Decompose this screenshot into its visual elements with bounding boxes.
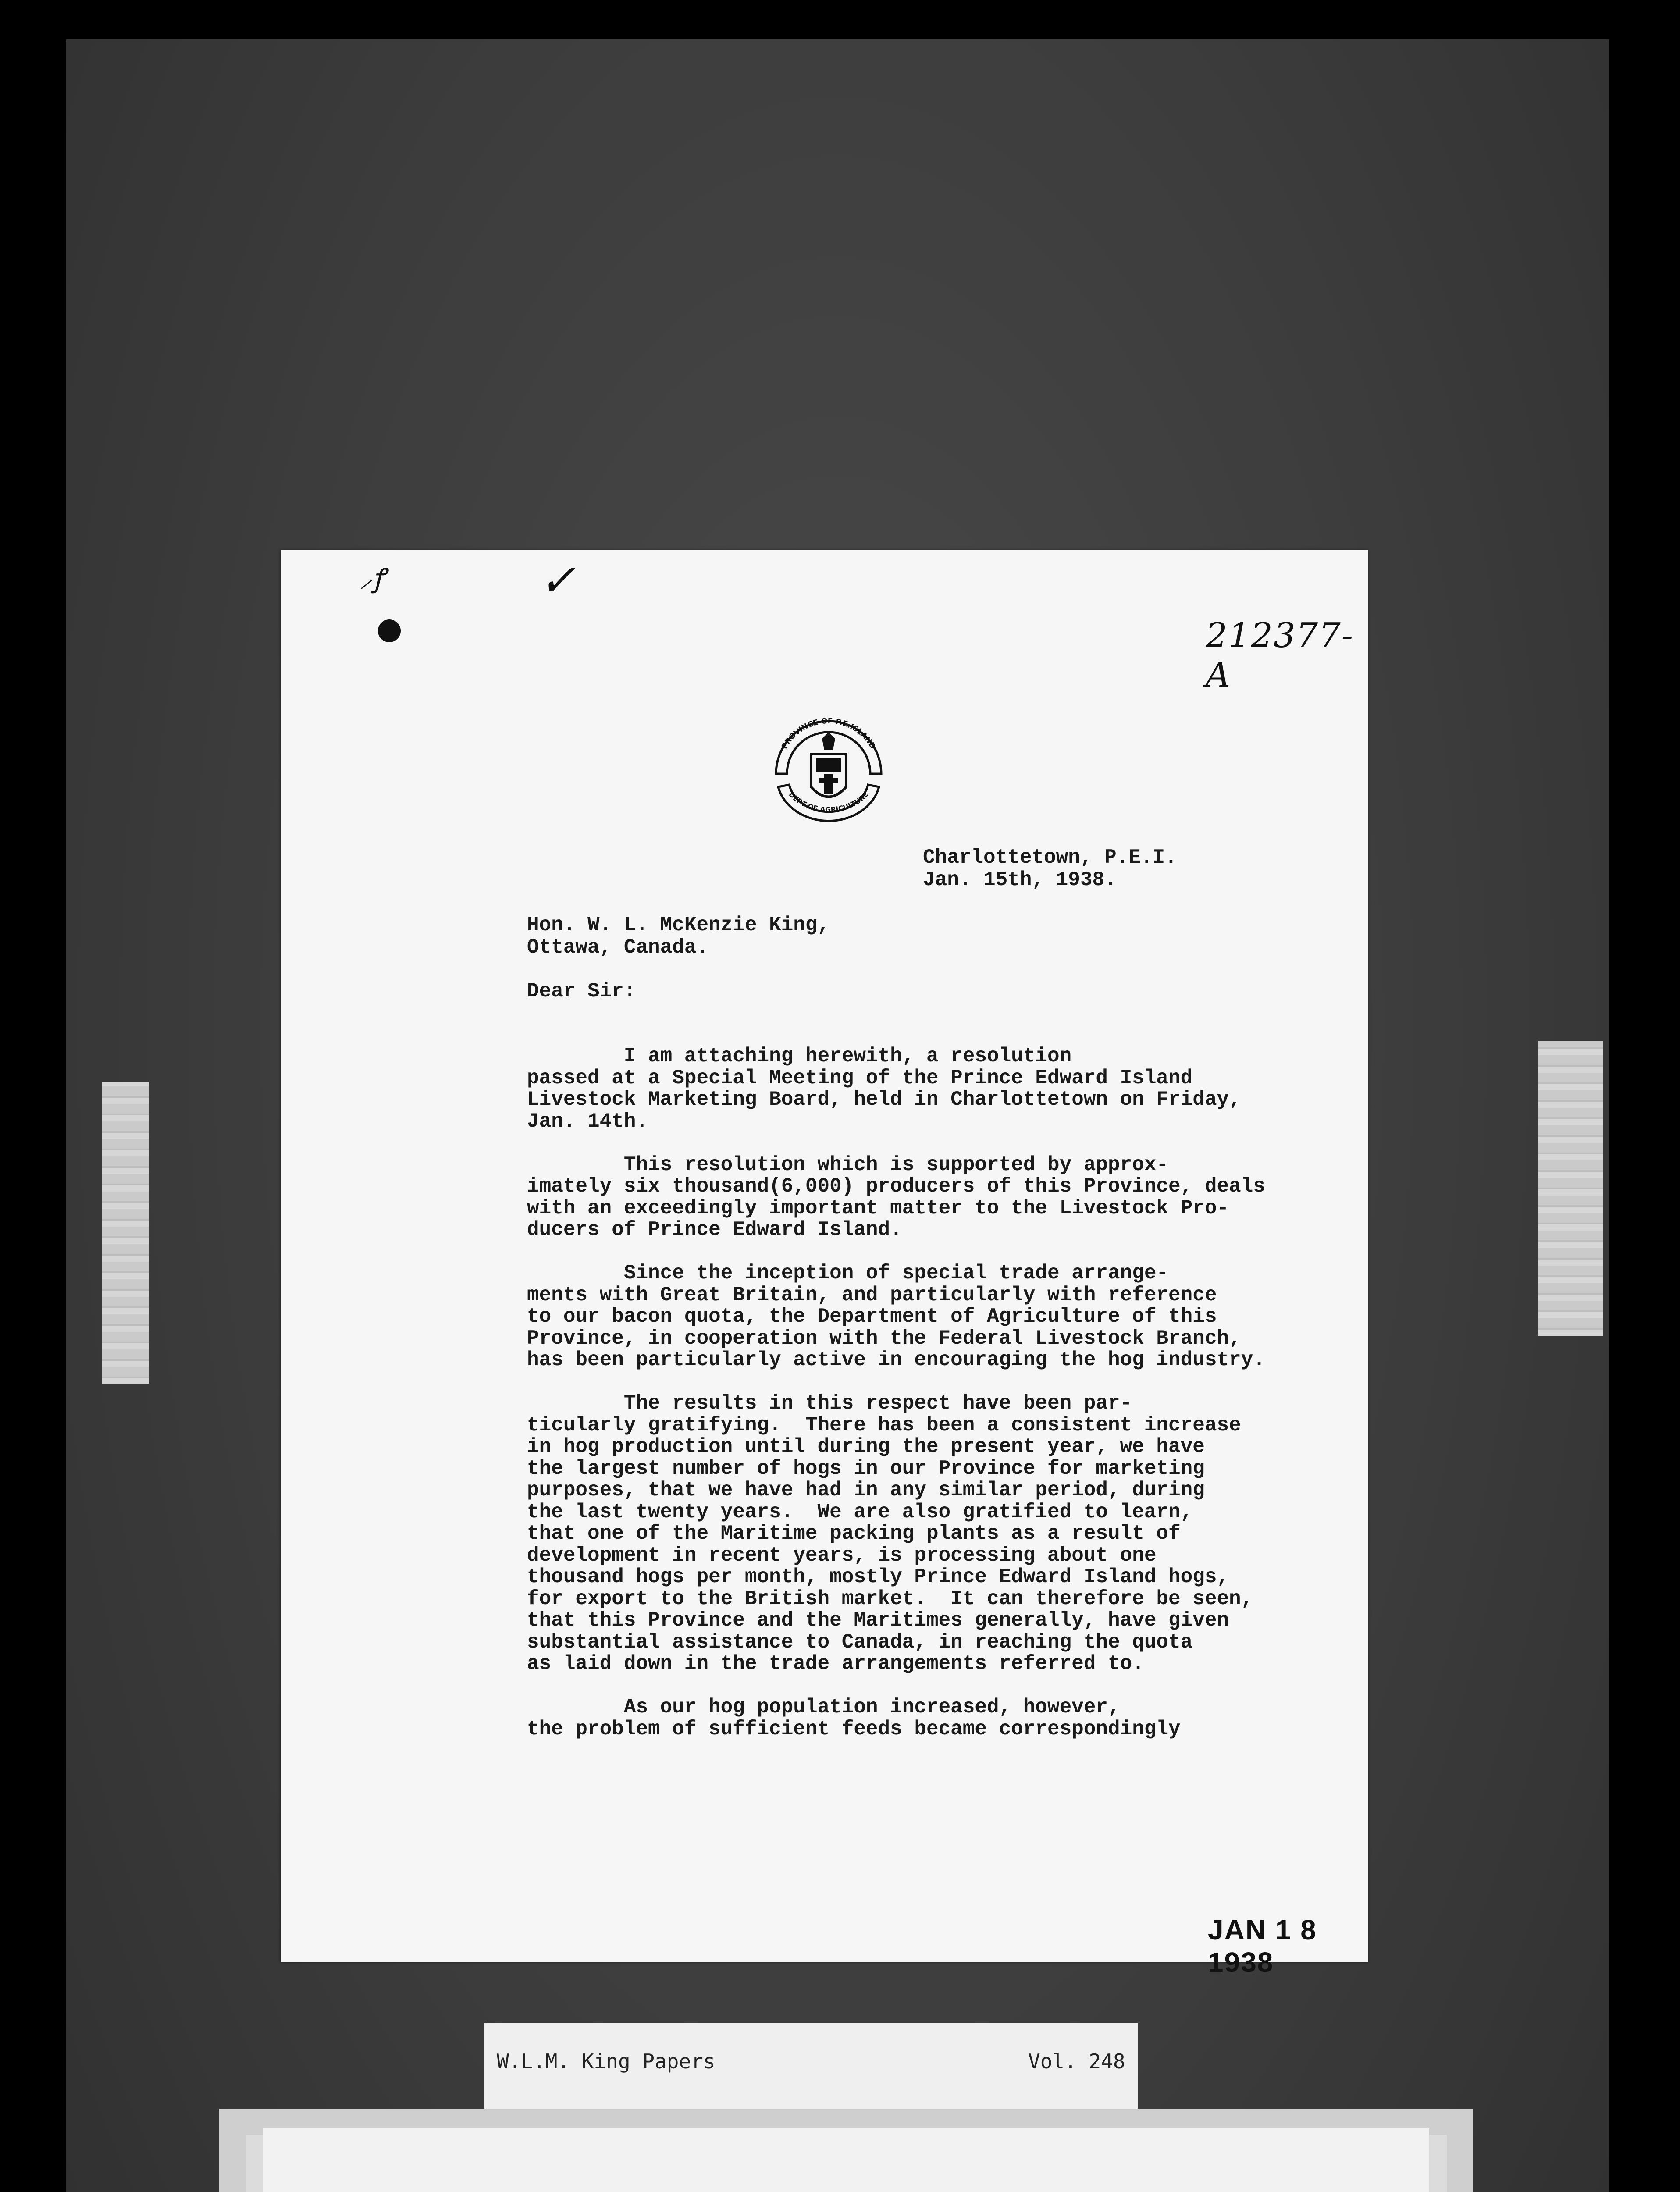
letter-body-line: As our hog population increased, however,	[527, 1696, 1120, 1719]
letter-body-line: development in recent years, is processing about one	[527, 1544, 1157, 1567]
salutation: Dear Sir:	[527, 980, 636, 1003]
letter-body-line	[527, 1241, 1265, 1263]
letter-body-line: substantial assistance to Canada, in reaching the quota	[527, 1630, 1193, 1654]
letter-body-line	[527, 1132, 1265, 1154]
punch-hole	[378, 619, 401, 642]
letter-body-line: in hog production until during the present year, we have	[527, 1435, 1205, 1458]
letter-body-line: the last twenty years. We are also gratified to learn,	[527, 1500, 1193, 1523]
collection-volume: Vol. 248	[1028, 2050, 1125, 2073]
letter-body-line: that this Province and the Maritimes generally, have given	[527, 1609, 1229, 1632]
addressee-name: Hon. W. L. McKenzie King,	[527, 914, 830, 936]
letter-body-line: I am attaching herewith, a resolution	[527, 1045, 1072, 1068]
letter-date: Jan. 15th, 1938.	[923, 868, 1117, 891]
letter-body-line: ticularly gratifying. There has been a consistent increase	[527, 1413, 1241, 1437]
letter-body	[527, 1046, 1265, 1740]
letter-body-line: Livestock Marketing Board, held in Charlottetown on Friday,	[527, 1088, 1241, 1111]
letter-place: Charlottetown, P.E.I.	[923, 846, 1177, 869]
letter-body-line: ducers of Prince Edward Island.	[527, 1218, 902, 1241]
crest-bottom-text: DEPT OF AGRICULTURE	[787, 790, 870, 814]
collection-title: W.L.M. King Papers	[497, 2050, 715, 2073]
collection-label	[484, 2023, 1138, 2113]
handwritten-mark: ⸝ꝭ	[359, 563, 385, 594]
letter-body-line: thousand hogs per month, mostly Prince Edward Island hogs,	[527, 1566, 1229, 1588]
left-tape-strip	[102, 1082, 149, 1384]
letter-page	[281, 550, 1368, 1978]
letter-body-line: the largest number of hogs in our Province for marketing	[527, 1457, 1205, 1480]
letter-body-line: for export to the British market. It can therefore be seen,	[527, 1587, 1253, 1610]
check-mark: ✓	[539, 555, 576, 606]
letter-body-line: that one of the Maritime packing plants as a result of	[527, 1522, 1181, 1545]
crest-top-text: PROVINCE OF P.E.ISLAND	[780, 716, 877, 751]
letter-body-line: Jan. 14th.	[527, 1110, 648, 1133]
letter-body-line: passed at a Special Meeting of the Prince Edward Island	[527, 1066, 1193, 1089]
letter-body-line: to our bacon quota, the Department of Agriculture of this	[527, 1305, 1217, 1328]
letter-body-line: The results in this respect have been par-	[527, 1392, 1132, 1415]
archives-card	[219, 2109, 1473, 2192]
letter-body-line	[527, 1675, 1265, 1697]
addressee-city: Ottawa, Canada.	[527, 936, 709, 959]
letter-body-line: the problem of sufficient feeds became correspondingly	[527, 1717, 1181, 1740]
archives-card-face	[263, 2128, 1429, 2192]
letter-body-line: with an exceedingly important matter to the Livestock Pro-	[527, 1196, 1229, 1220]
letter-body-line: has been particularly active in encouraging the hog industry.	[527, 1349, 1265, 1371]
letter-body-line: Since the inception of special trade arrange-	[527, 1262, 1169, 1285]
letter-body-line: as laid down in the trade arrangements referred to.	[527, 1652, 1144, 1675]
letter-body-line: imately six thousand(6,000) producers of this Province, deals	[527, 1175, 1265, 1198]
file-number: 212377-A	[1206, 616, 1354, 695]
letter-body-line: Province, in cooperation with the Federal Livestock Branch,	[527, 1327, 1241, 1350]
letter-body-line: purposes, that we have had in any similar period, during	[527, 1479, 1205, 1502]
received-date-stamp: JAN 1 8 1938	[1208, 1914, 1317, 1978]
letter-body-line	[527, 1371, 1265, 1393]
province-crest-icon	[758, 712, 899, 835]
right-tape-strip	[1538, 1041, 1603, 1336]
letter-body-line: This resolution which is supported by approx-	[527, 1153, 1169, 1176]
letter-body-line: ments with Great Britain, and particularly with reference	[527, 1283, 1217, 1306]
